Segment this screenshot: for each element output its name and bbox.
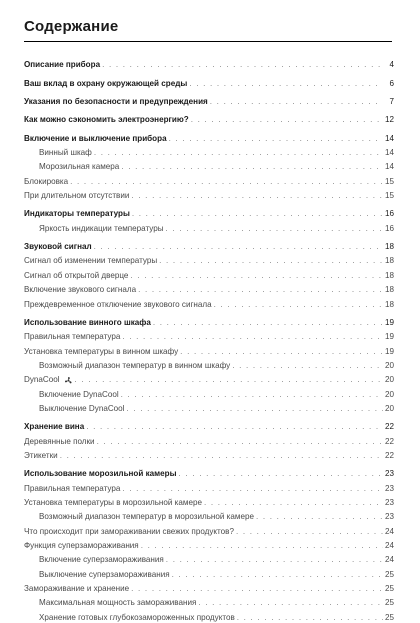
toc-page-number: 25	[384, 584, 394, 594]
toc-page-number: 20	[384, 389, 394, 399]
toc-page-number: 18	[384, 270, 394, 280]
toc-entry-label	[24, 613, 235, 623]
toc-page-number: 23	[384, 512, 394, 522]
toc-page-number: 16	[384, 223, 394, 233]
dot-leader	[75, 375, 383, 385]
toc-page-number: 25	[384, 569, 394, 579]
toc-entry[interactable]	[24, 281, 394, 295]
toc-entry-label	[24, 318, 151, 328]
toc-entry[interactable]	[24, 144, 394, 158]
dot-leader	[138, 285, 383, 295]
toc-entry-label	[24, 79, 187, 89]
toc-entry[interactable]	[24, 219, 394, 233]
toc-page-number: 19	[384, 317, 394, 327]
toc-page-number: 7	[389, 97, 394, 107]
toc-page-number: 22	[384, 450, 394, 460]
toc-entry[interactable]	[24, 187, 394, 201]
dot-leader	[131, 584, 383, 594]
toc-page-number: 18	[384, 299, 394, 309]
dot-leader	[214, 300, 383, 310]
toc-entry[interactable]	[24, 158, 394, 172]
toc-entry[interactable]	[24, 314, 394, 328]
toc-page-number: 20	[384, 375, 394, 385]
toc-entry-label	[24, 598, 196, 608]
toc-entry[interactable]	[24, 494, 394, 508]
toc-entry[interactable]	[24, 252, 394, 266]
toc-entry[interactable]	[24, 447, 394, 461]
toc-entry-text: Хранение вина	[24, 422, 85, 432]
toc-entry-label	[24, 134, 167, 144]
dot-leader	[180, 347, 383, 357]
toc-entry-label	[24, 256, 157, 266]
toc-entry-label	[24, 209, 130, 219]
dot-leader	[189, 79, 383, 89]
toc-entry[interactable]	[24, 418, 394, 432]
dot-leader	[204, 498, 383, 508]
toc-page-number: 16	[384, 209, 394, 219]
toc-entry-text: Блокировка	[24, 176, 69, 186]
toc-entry-text: Максимальная мощность замораживания	[39, 598, 197, 608]
toc-page-number: 23	[384, 497, 394, 507]
dot-leader	[256, 512, 383, 522]
toc-entry-text: DynaCool	[24, 375, 60, 385]
toc-entry-label	[24, 285, 136, 295]
dot-leader	[236, 527, 383, 537]
toc-page-number: 15	[384, 191, 394, 201]
toc-entry-text: Включение звукового сигнала	[24, 285, 137, 295]
dot-leader	[166, 555, 383, 565]
toc-entry-label	[24, 191, 129, 201]
toc-entry-label	[24, 115, 189, 125]
toc-entry-text: Включение и выключение прибора	[24, 133, 167, 143]
toc-page-number: 22	[384, 436, 394, 446]
toc-page-number: 12	[384, 115, 394, 125]
dot-leader	[210, 97, 383, 107]
toc-entry-text: Включение DynaCool	[39, 389, 119, 399]
toc-entry-text: Сигнал об открытой дверце	[24, 270, 129, 280]
dot-leader	[141, 541, 383, 551]
toc-entry[interactable]	[24, 111, 394, 125]
table-of-contents	[24, 56, 394, 623]
dot-leader	[132, 209, 383, 219]
dot-leader	[70, 177, 383, 187]
toc-entry-text: Использование морозильной камеры	[24, 469, 177, 479]
toc-page-number: 14	[384, 133, 394, 143]
toc-entry[interactable]	[24, 465, 394, 479]
toc-entry-label	[24, 541, 139, 551]
toc-page-number: 24	[384, 541, 394, 550]
toc-page-number: 20	[384, 403, 394, 413]
toc-entry[interactable]	[24, 608, 394, 622]
toc-entry-text: Указания по безопасности и предупреждения	[24, 97, 208, 107]
toc-entry-label	[24, 484, 120, 494]
toc-entry-label	[24, 162, 119, 172]
toc-entry-label	[24, 361, 230, 371]
dot-leader	[232, 361, 383, 371]
toc-entry-text: Хранение готовых глубокозамороженных продуктов	[39, 612, 235, 622]
toc-entry-text: Ваш вклад в охрану окружающей среды	[24, 78, 188, 88]
toc-page-number: 19	[384, 332, 394, 342]
toc-entry[interactable]	[24, 172, 394, 186]
toc-entry[interactable]	[24, 385, 394, 399]
dot-leader	[126, 404, 383, 414]
dot-leader	[172, 570, 383, 580]
toc-entry-label	[24, 404, 124, 414]
toc-page-number: 18	[384, 242, 394, 252]
toc-page-number: 20	[384, 360, 394, 370]
toc-entry[interactable]	[24, 522, 394, 536]
toc-entry[interactable]	[24, 400, 394, 414]
toc-entry-text: Деревянные полки	[24, 436, 95, 446]
toc-page-number: 14	[384, 148, 394, 158]
toc-page-number: 18	[384, 285, 394, 295]
toc-page-number: 25	[384, 598, 394, 608]
toc-entry-label	[24, 584, 129, 594]
toc-entry-text: Замораживание и хранение	[24, 584, 130, 594]
toc-entry[interactable]	[24, 580, 394, 594]
toc-entry-label	[24, 570, 170, 580]
toc-entry-text: Правильная температура	[24, 332, 121, 342]
toc-entry-label	[24, 271, 128, 281]
toc-entry-text: Использование винного шкафа	[24, 317, 151, 327]
toc-page-number: 6	[389, 78, 394, 88]
toc-entry-label	[24, 148, 92, 158]
toc-entry-text: При длительном отсутствии	[24, 191, 130, 201]
toc-entry-text: Выключение DynaCool	[39, 403, 125, 413]
toc-entry-label	[24, 451, 58, 461]
toc-entry-label	[24, 527, 234, 537]
toc-entry-label	[24, 555, 164, 565]
dot-leader	[122, 484, 383, 494]
toc-entry[interactable]	[24, 238, 394, 252]
toc-entry-label	[24, 224, 164, 234]
dot-leader	[94, 242, 383, 252]
dot-leader	[169, 134, 383, 144]
toc-entry-label	[24, 437, 95, 447]
toc-entry[interactable]	[24, 508, 394, 522]
toc-page-number: 19	[384, 346, 394, 356]
toc-entry[interactable]	[24, 479, 394, 493]
toc-entry[interactable]	[24, 129, 394, 143]
toc-entry-label	[24, 60, 100, 70]
toc-entry-text: Индикаторы температуры	[24, 209, 130, 219]
toc-entry-label	[24, 332, 120, 342]
toc-entry[interactable]	[24, 328, 394, 342]
toc-entry-label	[24, 375, 73, 385]
toc-entry[interactable]	[24, 205, 394, 219]
toc-entry-text: Что происходит при замораживании свежих продуктов?	[24, 526, 234, 536]
toc-entry-label	[24, 300, 212, 310]
toc-entry[interactable]	[24, 357, 394, 371]
dot-leader	[131, 191, 383, 201]
dot-leader	[60, 451, 383, 461]
page-title: Содержание	[24, 18, 119, 35]
toc-entry[interactable]	[24, 56, 394, 70]
dot-leader	[97, 437, 383, 447]
toc-entry-text: Этикетки	[24, 450, 58, 460]
fan-icon	[64, 376, 73, 385]
toc-entry[interactable]	[24, 432, 394, 446]
toc-entry-text: Преждевременное отключение звукового сигнала	[24, 299, 212, 309]
toc-entry[interactable]	[24, 295, 394, 309]
toc-entry-text: Установка температуры в винном шкафу	[24, 346, 179, 356]
toc-entry-text: Яркость индикации температуры	[39, 223, 164, 233]
toc-entry-label	[24, 177, 68, 187]
dot-leader	[153, 318, 383, 328]
toc-page-number: 23	[384, 483, 394, 493]
toc-entry-label	[24, 390, 119, 400]
toc-entry[interactable]	[24, 594, 394, 608]
toc-entry-text: Правильная температура	[24, 483, 121, 493]
dot-leader	[237, 613, 383, 623]
toc-entry[interactable]	[24, 93, 394, 107]
toc-entry-label	[24, 498, 202, 508]
toc-page-number: 24	[384, 526, 394, 536]
toc-entry-text: Винный шкаф	[39, 148, 92, 158]
toc-entry[interactable]	[24, 371, 394, 385]
toc-entry-text: Включение суперзамораживания	[39, 555, 164, 565]
dot-leader	[130, 271, 383, 281]
toc-page-number: 4	[389, 60, 394, 70]
toc-entry-text: Возможный диапазон температур в морозильной камере	[39, 512, 254, 522]
title-rule	[24, 41, 392, 42]
dot-leader	[94, 148, 383, 158]
toc-entry-text: Сигнал об изменении температуры	[24, 256, 158, 266]
toc-page-number: 14	[384, 162, 394, 172]
toc-entry-text: Описание прибора	[24, 60, 101, 70]
toc-entry-text: Как можно сэкономить электроэнергию?	[24, 115, 189, 125]
toc-entry-text: Возможный диапазон температур в винном шкафу	[39, 360, 231, 370]
toc-entry-text: Выключение суперзамораживания	[39, 569, 170, 579]
dot-leader	[198, 598, 383, 608]
dot-leader	[179, 469, 383, 479]
toc-entry-label	[24, 347, 178, 357]
toc-entry-text: Морозильная камера	[39, 162, 120, 172]
dot-leader	[121, 390, 383, 400]
toc-entry-text: Установка температуры в морозильной камере	[24, 497, 202, 507]
toc-page-number: 23	[384, 469, 394, 479]
dot-leader	[166, 224, 383, 234]
toc-page-number: 25	[384, 612, 394, 622]
toc-entry[interactable]	[24, 74, 394, 88]
toc-entry-label	[24, 97, 208, 107]
toc-entry-label	[24, 512, 254, 522]
dot-leader	[102, 60, 383, 70]
toc-entry-text: Звуковой сигнал	[24, 242, 92, 252]
toc-page-number: 15	[384, 176, 394, 186]
dot-leader	[121, 162, 383, 172]
dot-leader	[122, 332, 383, 342]
toc-entry-text: Функция суперзамораживания	[24, 541, 139, 550]
toc-entry[interactable]	[24, 551, 394, 565]
toc-page-number: 18	[384, 256, 394, 266]
toc-entry[interactable]	[24, 266, 394, 280]
dot-leader	[191, 115, 383, 125]
dot-leader	[159, 256, 383, 266]
toc-page-number: 22	[384, 422, 394, 432]
toc-entry[interactable]	[24, 565, 394, 579]
toc-entry-label	[24, 422, 84, 432]
dot-leader	[86, 422, 383, 432]
toc-entry-label	[24, 469, 177, 479]
toc-entry-label	[24, 242, 92, 252]
toc-entry[interactable]	[24, 537, 394, 551]
toc-page-number: 24	[384, 555, 394, 565]
toc-entry[interactable]	[24, 342, 394, 356]
